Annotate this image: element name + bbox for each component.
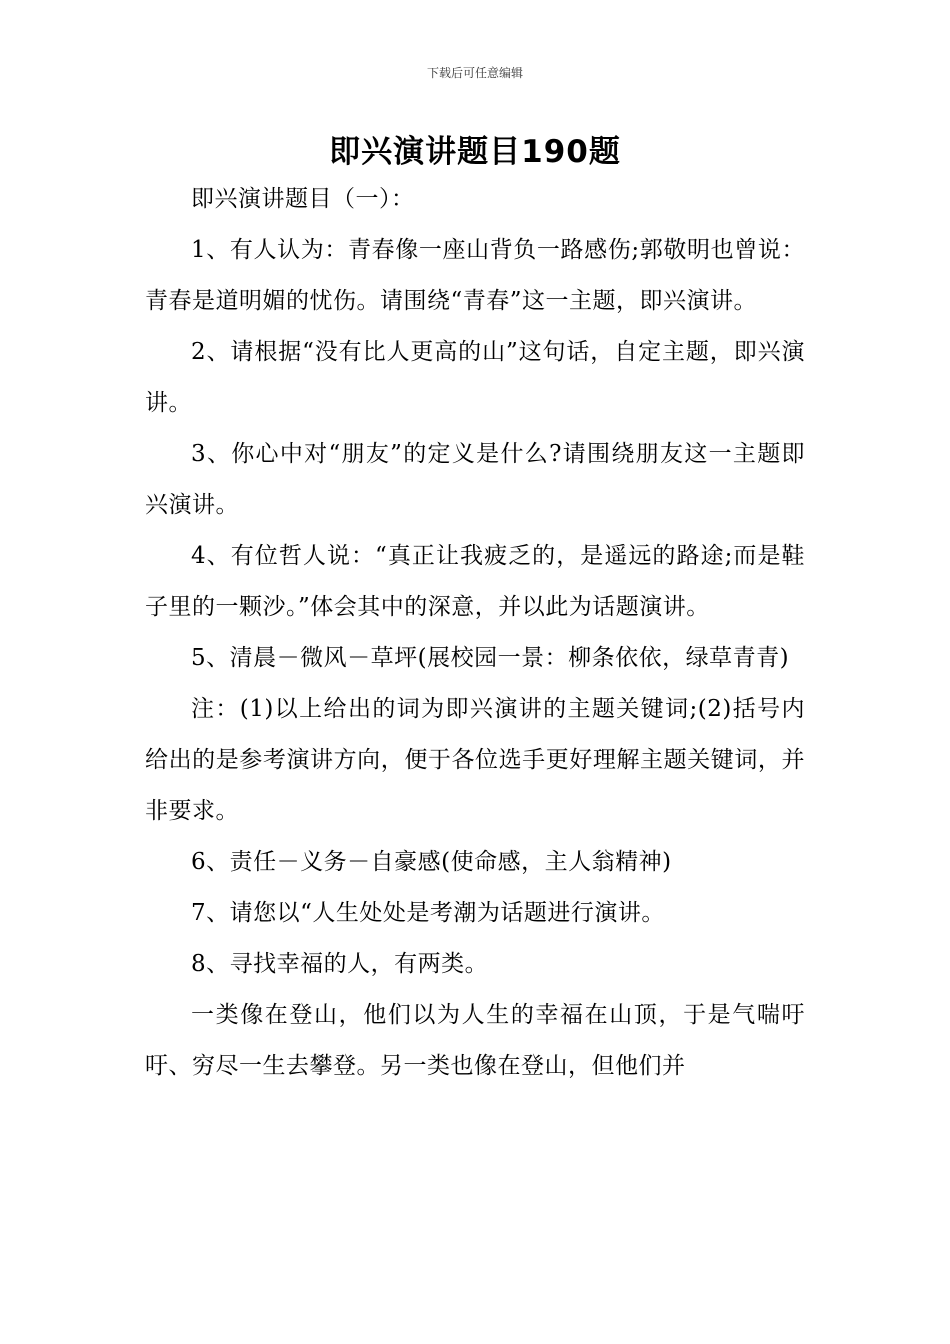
paragraph: 7、请您以“人生处处是考潮为话题进行演讲。: [191, 900, 665, 926]
note-paragraph: 注：(1)以上给出的词为即兴演讲的主题关键词;(2)括号内给出的是参考演讲方向，便于各位选手更好理解主题关键词，并非要求。: [145, 696, 805, 824]
paragraph: 5、清晨－微风－草坪(展校园一景：柳条依依，绿草青青): [191, 645, 790, 671]
document-title: 即兴演讲题目190题: [329, 134, 621, 170]
section-heading: 即兴演讲题目（一）：: [191, 186, 415, 212]
paragraph: 3、你心中对“朋友”的定义是什么?请围绕朋友这一主题即兴演讲。: [145, 441, 805, 518]
paragraph: 一类像在登山，他们以为人生的幸福在山顶，于是气喘吁吁、穷尽一生去攀登。另一类也像在登山，但他们并: [145, 1002, 805, 1079]
paragraph: 4、有位哲人说：“真正让我疲乏的，是遥远的路途;而是鞋子里的一颗沙。”体会其中的深意，并以此为话题演讲。: [145, 543, 805, 620]
header-note: 下载后可任意编辑: [426, 66, 523, 80]
paragraph: 1、有人认为：青春像一座山背负一路感伤;郭敬明也曾说：青春是道明媚的忧伤。请围绕“青春”这一主题，即兴演讲。: [145, 237, 805, 314]
paragraph: 6、责任－义务－自豪感(使命感，主人翁精神): [191, 849, 672, 875]
paragraph: 8、寻找幸福的人，有两类。: [191, 951, 489, 977]
document-body: [145, 174, 805, 1092]
paragraph: 2、请根据“没有比人更高的山”这句话，自定主题，即兴演讲。: [145, 339, 805, 416]
